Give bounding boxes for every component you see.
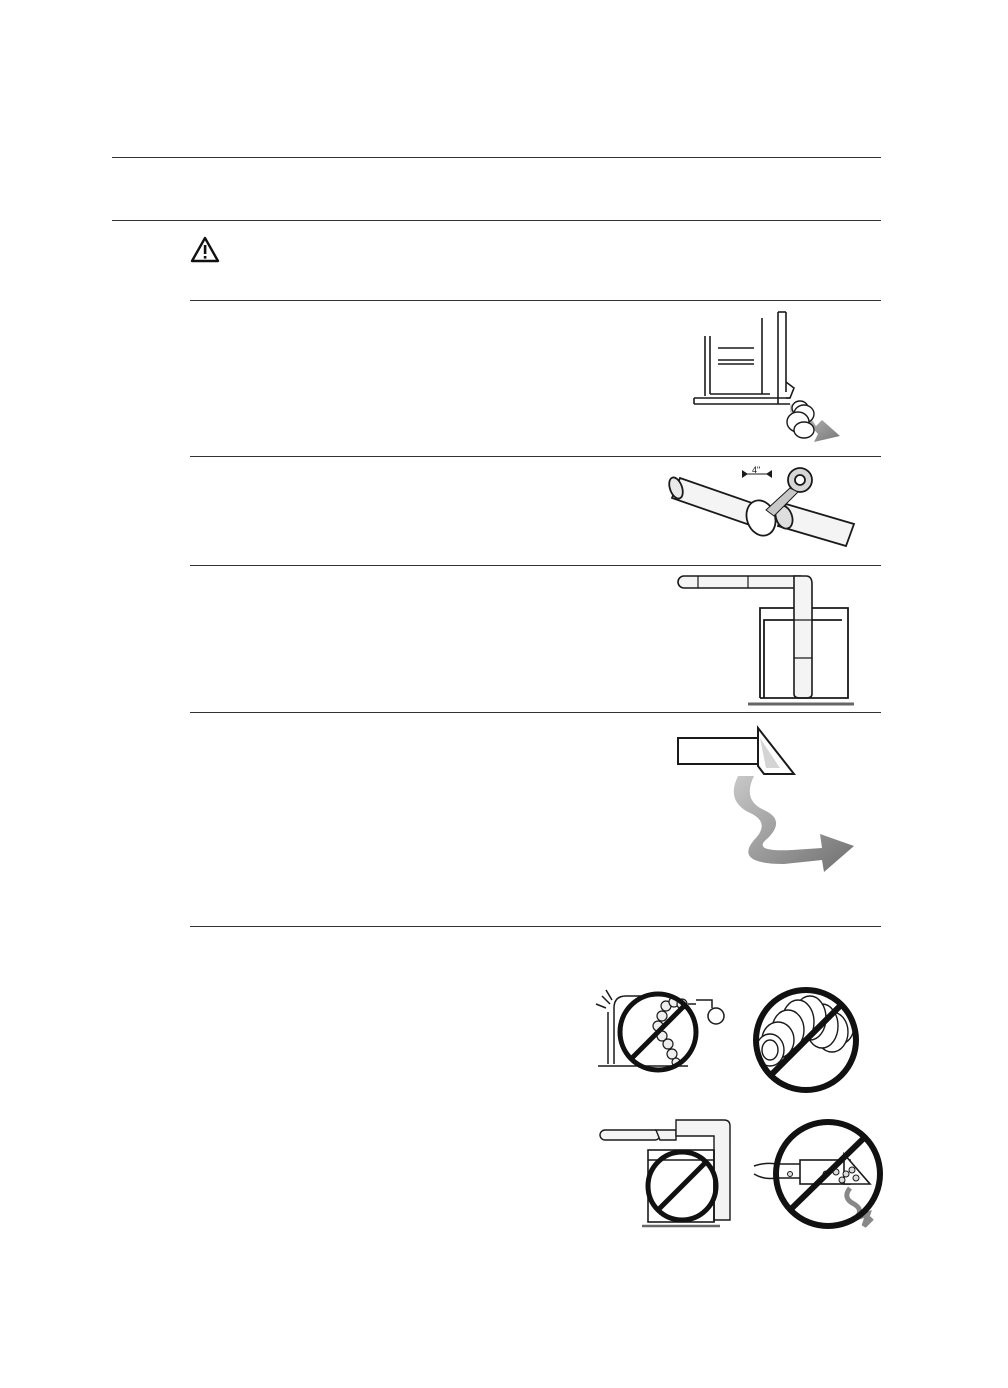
prohibited-flex-duct-illustration [748, 984, 866, 1096]
prohibited-cabinet-duct-illustration [596, 1116, 736, 1230]
warning-triangle-icon [190, 236, 220, 264]
section-rule-5 [190, 926, 881, 927]
header-top-rule [112, 157, 881, 158]
prohibited-blocked-hood-illustration [746, 1114, 886, 1232]
duct-tape-illustration [666, 462, 858, 558]
dimension-label: 4" [752, 465, 761, 475]
section-rule-2 [190, 456, 881, 457]
section-rule-4 [190, 712, 881, 713]
exhaust-hood-airflow-illustration [672, 722, 858, 878]
section-rule-1 [190, 300, 881, 301]
section-rule-3 [190, 565, 881, 566]
dryer-exhaust-illustration [690, 308, 850, 448]
prohibited-crushed-duct-illustration [592, 982, 738, 1070]
rigid-duct-cabinet-illustration [674, 570, 858, 708]
header-bottom-rule [112, 220, 881, 221]
